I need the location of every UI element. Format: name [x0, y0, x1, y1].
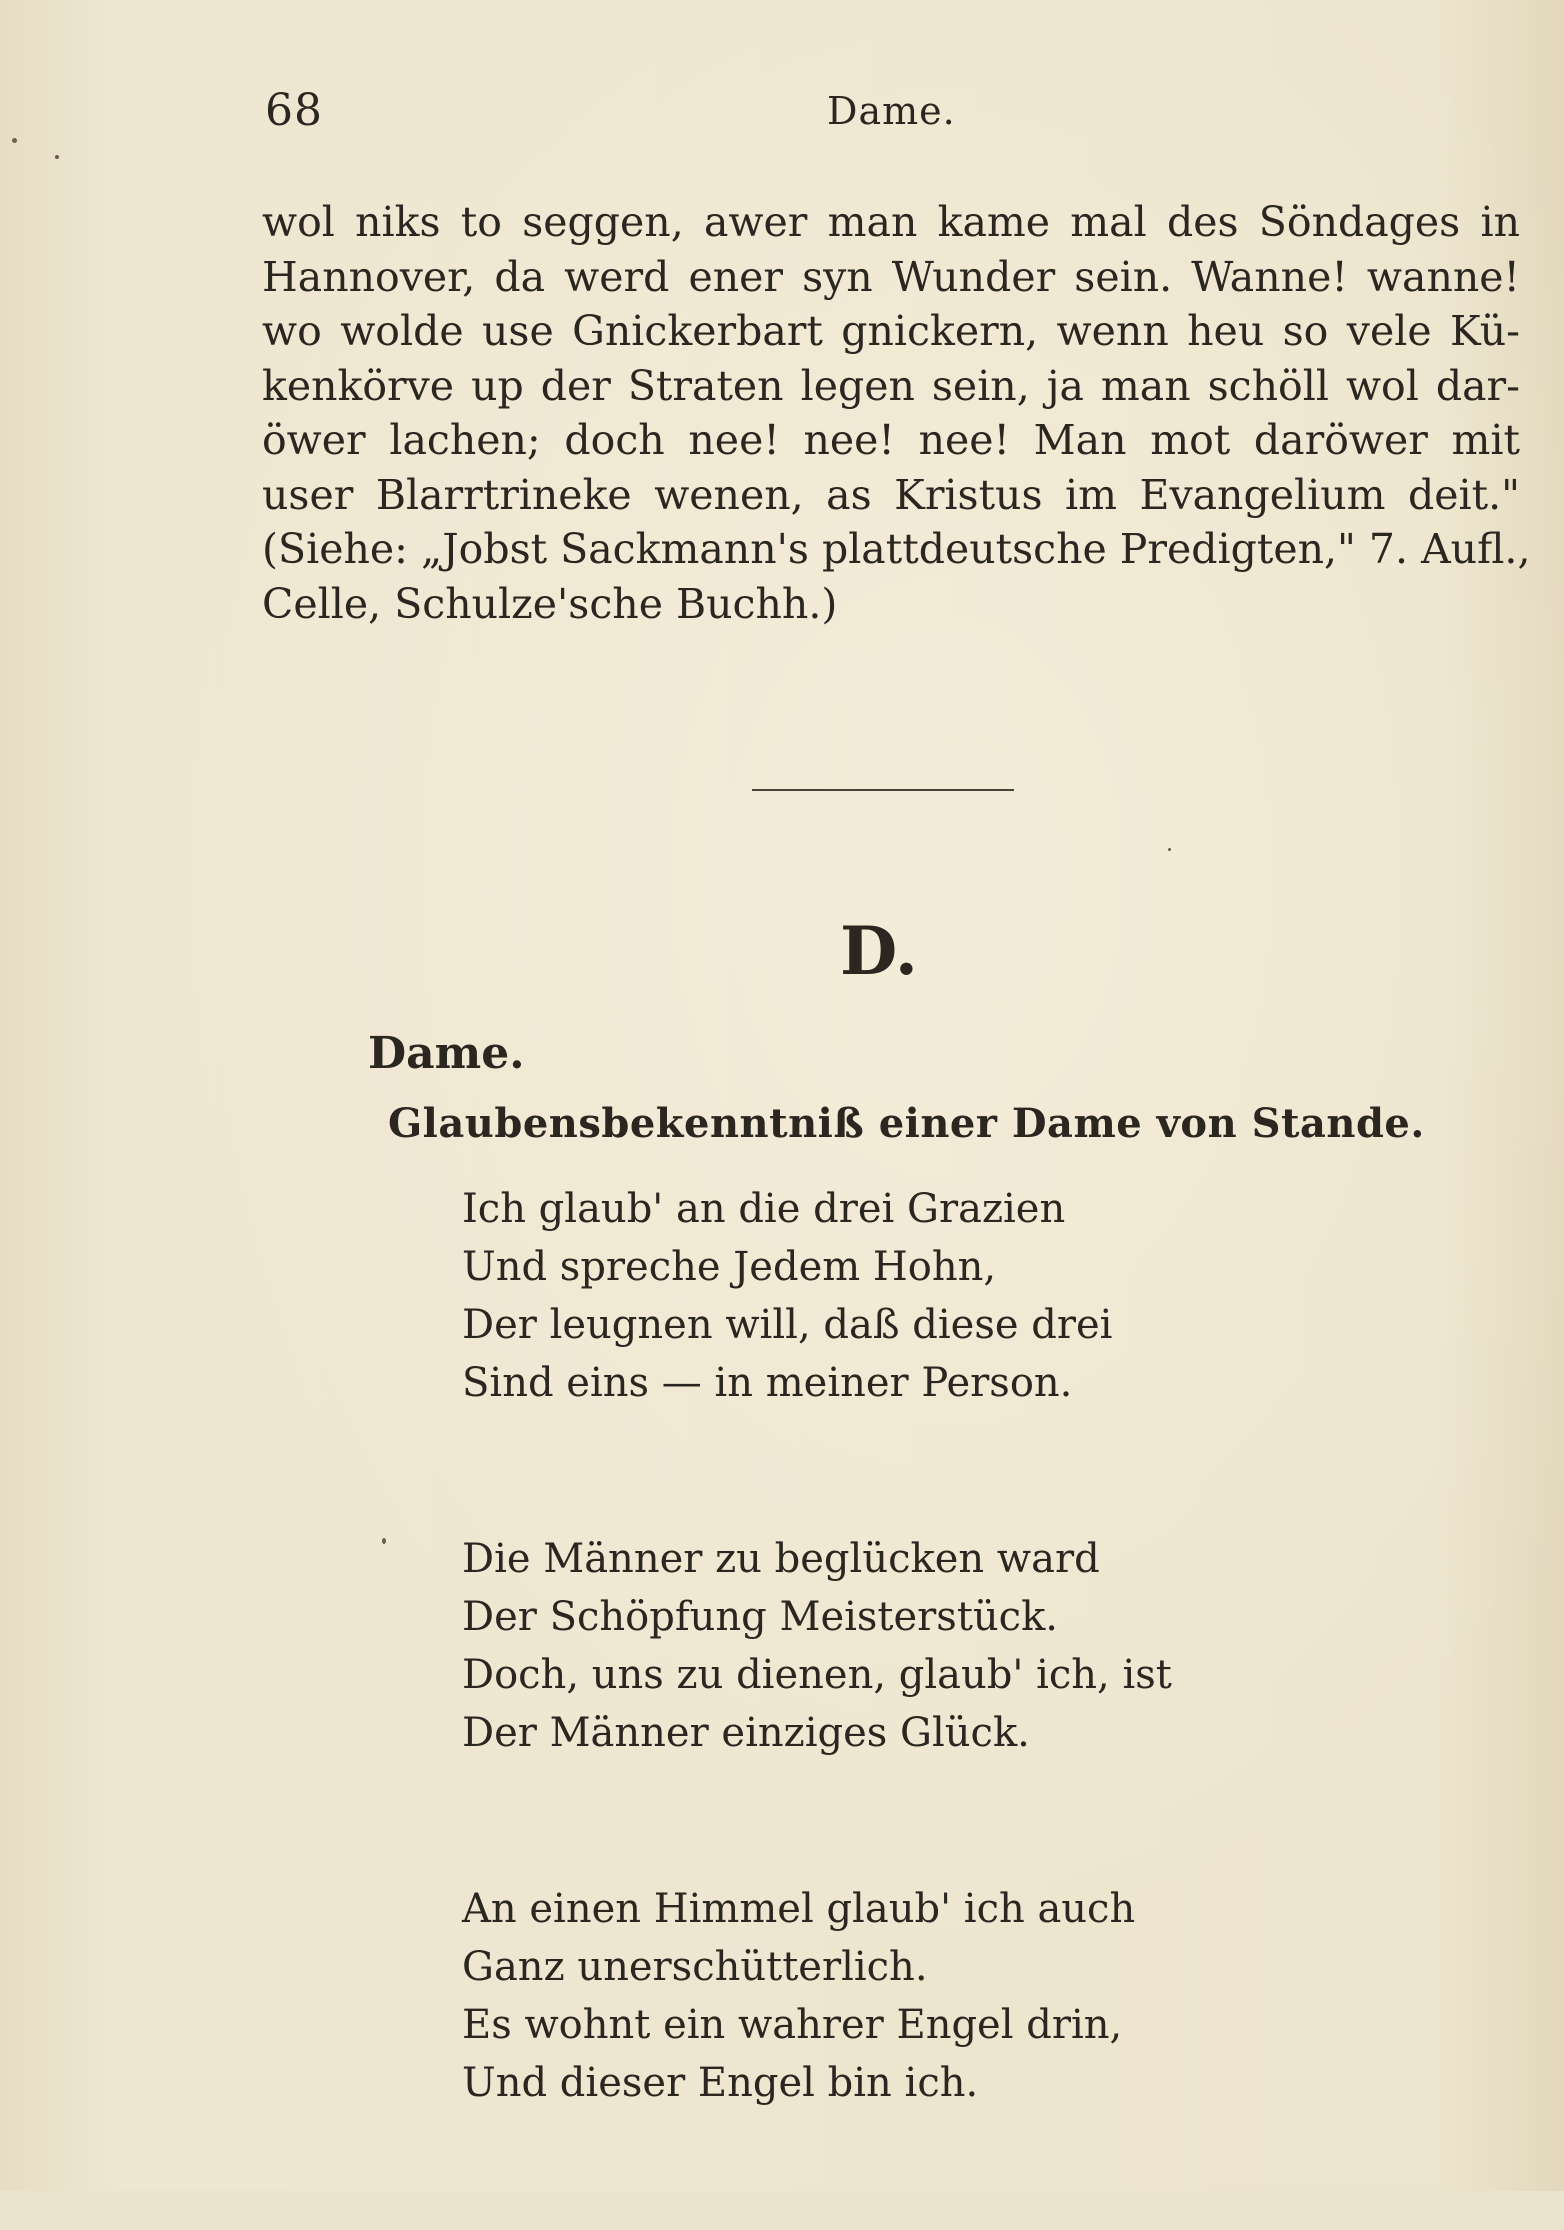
verse-line: An einen Himmel glaub' ich auch	[462, 1886, 1136, 1932]
stanza	[462, 1180, 1172, 1412]
body-line: wo wolde use Gnickerbart gnickern, wenn heu so vele Kü-	[262, 307, 1520, 355]
poem-title: Glaubensbekenntniß einer Dame von Stande.	[388, 1100, 1425, 1147]
verse-line: Der Schöpfung Meisterstück.	[462, 1594, 1059, 1640]
stanza	[462, 1530, 1172, 1762]
body-line: öwer lachen; doch nee! nee! nee! Man mot daröwer mit	[262, 416, 1520, 464]
body-line: Hannover, da werd ener syn Wunder sein. Wanne! wanne!	[262, 252, 1520, 301]
body-line: Celle, Schulze'sche Buchh.)	[262, 579, 838, 628]
verse-line: Ich glaub' an die drei Grazien	[462, 1186, 1066, 1232]
verse-line: Der leugnen will, daß diese drei	[462, 1302, 1113, 1348]
verse-line: Sind eins — in meiner Person.	[462, 1360, 1073, 1406]
verse-line: Und spreche Jedem Hohn,	[462, 1244, 997, 1290]
body-line: (Siehe: „Jobst Sackmann's plattdeutsche Predigten," 7. Aufl.,	[262, 525, 1531, 573]
poem	[462, 1180, 1172, 2230]
entry-heading: Dame.	[368, 1028, 525, 1079]
paper-speck	[12, 138, 17, 143]
page-number: 68	[265, 85, 323, 136]
body-line: wol niks to seggen, awer man kame mal des Söndages in	[262, 198, 1520, 246]
section-letter: D.	[840, 912, 918, 990]
body-line: user Blarrtrineke wenen, as Kristus im Evangelium deit."	[262, 470, 1520, 519]
verse-line: Es wohnt ein wahrer Engel drin,	[462, 2002, 1123, 2048]
body-line: kenkörve up der Straten legen sein, ja man schöll wol dar-	[262, 361, 1520, 410]
verse-line: Doch, uns zu dienen, glaub' ich, ist	[462, 1652, 1172, 1698]
verse-line: Die Männer zu beglücken ward	[462, 1536, 1100, 1582]
body-paragraph	[262, 195, 1531, 631]
paper-speck	[1168, 848, 1171, 851]
stanza	[462, 1880, 1172, 2112]
paper-speck	[55, 155, 59, 159]
section-divider	[752, 789, 1014, 791]
verse-line: Ganz unerschütterlich.	[462, 1944, 928, 1990]
paper-speck	[382, 1538, 386, 1544]
verse-line: Und dieser Engel bin ich.	[462, 2060, 979, 2106]
page-header	[265, 85, 1520, 145]
verse-line: Der Männer einziges Glück.	[462, 1710, 1030, 1756]
running-head: Dame.	[827, 89, 956, 133]
